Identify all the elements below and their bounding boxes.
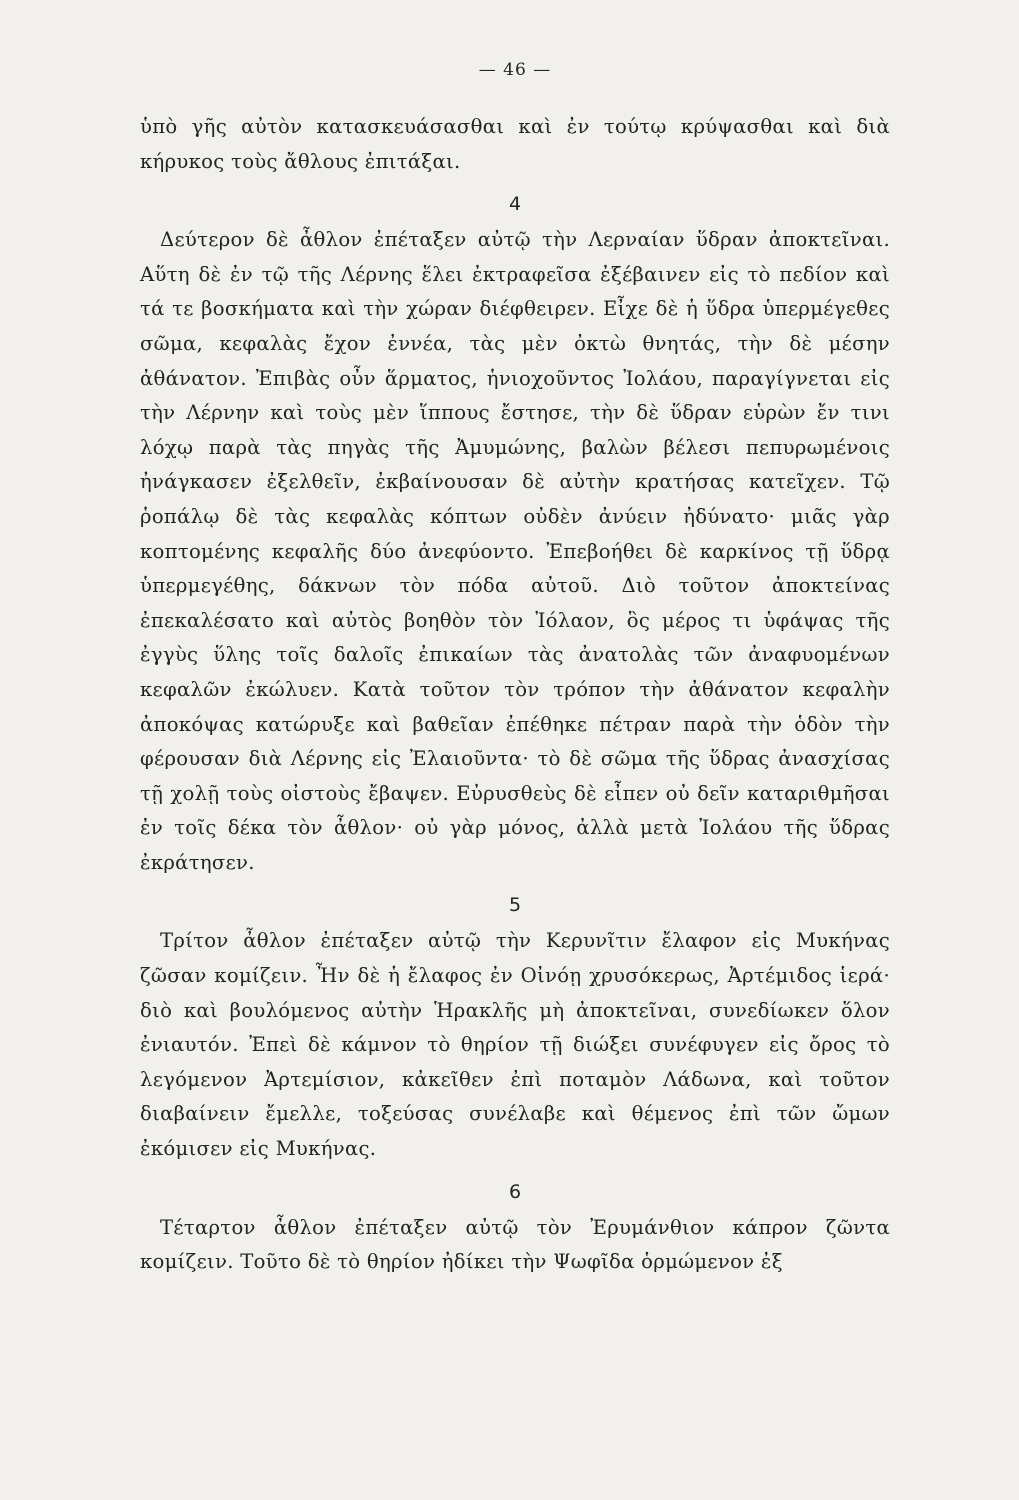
section-number-6: 6 bbox=[508, 1180, 522, 1203]
book-page bbox=[140, 60, 890, 1280]
page-number: — 46 — bbox=[478, 60, 552, 80]
paragraph-second-labour: Δεύτερον δὲ ἆθλον ἐπέταξεν αὐτῷ τὴν Λερναίαν ὕδραν ἀποκτεῖναι. Αὕτη δὲ ἐν τῷ τῆς Λέρνης ἕλει ἐκτραφεῖσα ἐξέβαινεν εἰς τὸ πεδίον καὶ τά τε βοσκήματα καὶ τὴν χώραν διέφθειρεν. Εἶχε δὲ ἡ ὕδρα ὑπερμέγεθες σῶμα, κεφαλὰς ἔχον ἐννέα, τὰς μὲν ὀκτὼ θνητάς, τὴν δὲ μέσην ἀθάνατον. Ἐπιβὰς οὖν ἅρματος, ἡνιοχοῦντος Ἰολάου, παραγίγνεται εἰς τὴν Λέρνην καὶ τοὺς μὲν ἵππους ἔστησε, τὴν δὲ ὕδραν εὑρὼν ἔν τινι λόχῳ παρὰ τὰς πηγὰς τῆς Ἀμυμώνης, βαλὼν βέλεσι πεπυρωμένοις ἠνάγκασεν ἐξελθεῖν, ἐκβαίνουσαν δὲ αὐτὴν κρατήσας κατεῖχεν. Τῷ ῥοπάλῳ δὲ τὰς κεφαλὰς κόπτων οὐδὲν ἀνύειν ἠδύνατο· μιᾶς γὰρ κοπτομένης κεφαλῆς δύο ἀνεφύοντο. Ἐπεβοήθει δὲ καρκίνος τῇ ὕδρᾳ ὑπερμεγέθης, δάκνων τὸν πόδα αὐτοῦ. Διὸ τοῦτον ἀποκτείνας ἐπεκαλέσατο καὶ αὐτὸς βοηθὸν τὸν Ἰόλαον, ὃς μέρος τι ὑφάψας τῆς ἐγγὺς ὕλης τοῖς δαλοῖς ἐπικαίων τὰς ἀνατολὰς τῶν ἀναφυομένων κεφαλῶν ἐκώλυεν. Κατὰ τοῦτον τὸν τρόπον τὴν ἀθάνατον κεφαλὴν ἀποκόψας κατώρυξε καὶ βαθεῖαν ἐπέθηκε πέτραν παρὰ τὴν ὁδὸν τὴν φέρουσαν διὰ Λέρνης εἰς Ἐλαιοῦντα· τὸ δὲ σῶμα τῆς ὕδρας ἀνασχίσας τῇ χολῇ τοὺς οἰστοὺς ἔβαψεν. Εὐρυσθεὺς δὲ εἶπεν οὐ δεῖν καταριθμῆσαι ἐν τοῖς δέκα τὸν ἆθλον· οὐ γὰρ μόνος, ἀλλὰ μετὰ Ἰολάου τῆς ὕδρας ἐκράτησεν. bbox=[140, 228, 890, 874]
section-number-5: 5 bbox=[508, 894, 522, 917]
paragraph-opening: ὑπὸ γῆς αὐτὸν κατασκευάσασθαι καὶ ἐν τούτῳ κρύψασθαι καὶ διὰ κήρυκος τοὺς ἄθλους ἐπιτάξαι. bbox=[140, 115, 890, 173]
paragraph-fourth-labour: Τέταρτον ἆθλον ἐπέταξεν αὐτῷ τὸν Ἐρυμάνθιον κάπρον ζῶντα κομίζειν. Τοῦτο δὲ τὸ θηρίον ἠδίκει τὴν Ψωφῖδα ὁρμώμενον ἐξ bbox=[140, 1215, 890, 1274]
section-number-4: 4 bbox=[508, 193, 522, 216]
paragraph-third-labour: Τρίτον ἆθλον ἐπέταξεν αὐτῷ τὴν Κερυνῖτιν ἔλαφον εἰς Μυκήνας ζῶσαν κομίζειν. Ἦν δὲ ἡ ἔλαφος ἐν Οἰνόῃ χρυσόκερως, Ἀρτέμιδος ἱερά· διὸ καὶ βουλόμενος αὐτὴν Ἡρακλῆς μὴ ἀποκτεῖναι, συνεδίωκεν ὅλον ἐνιαυτόν. Ἐπεὶ δὲ κάμνον τὸ θηρίον τῇ διώξει συνέφυγεν εἰς ὄρος τὸ λεγόμενον Ἀρτεμίσιον, κἀκεῖθεν ἐπὶ ποταμὸν Λάδωνα, καὶ τοῦτον διαβαίνειν ἔμελλε, τοξεύσας συνέλαβε καὶ θέμενος ἐπὶ τῶν ὤμων ἐκόμισεν εἰς Μυκήνας. bbox=[140, 929, 890, 1161]
